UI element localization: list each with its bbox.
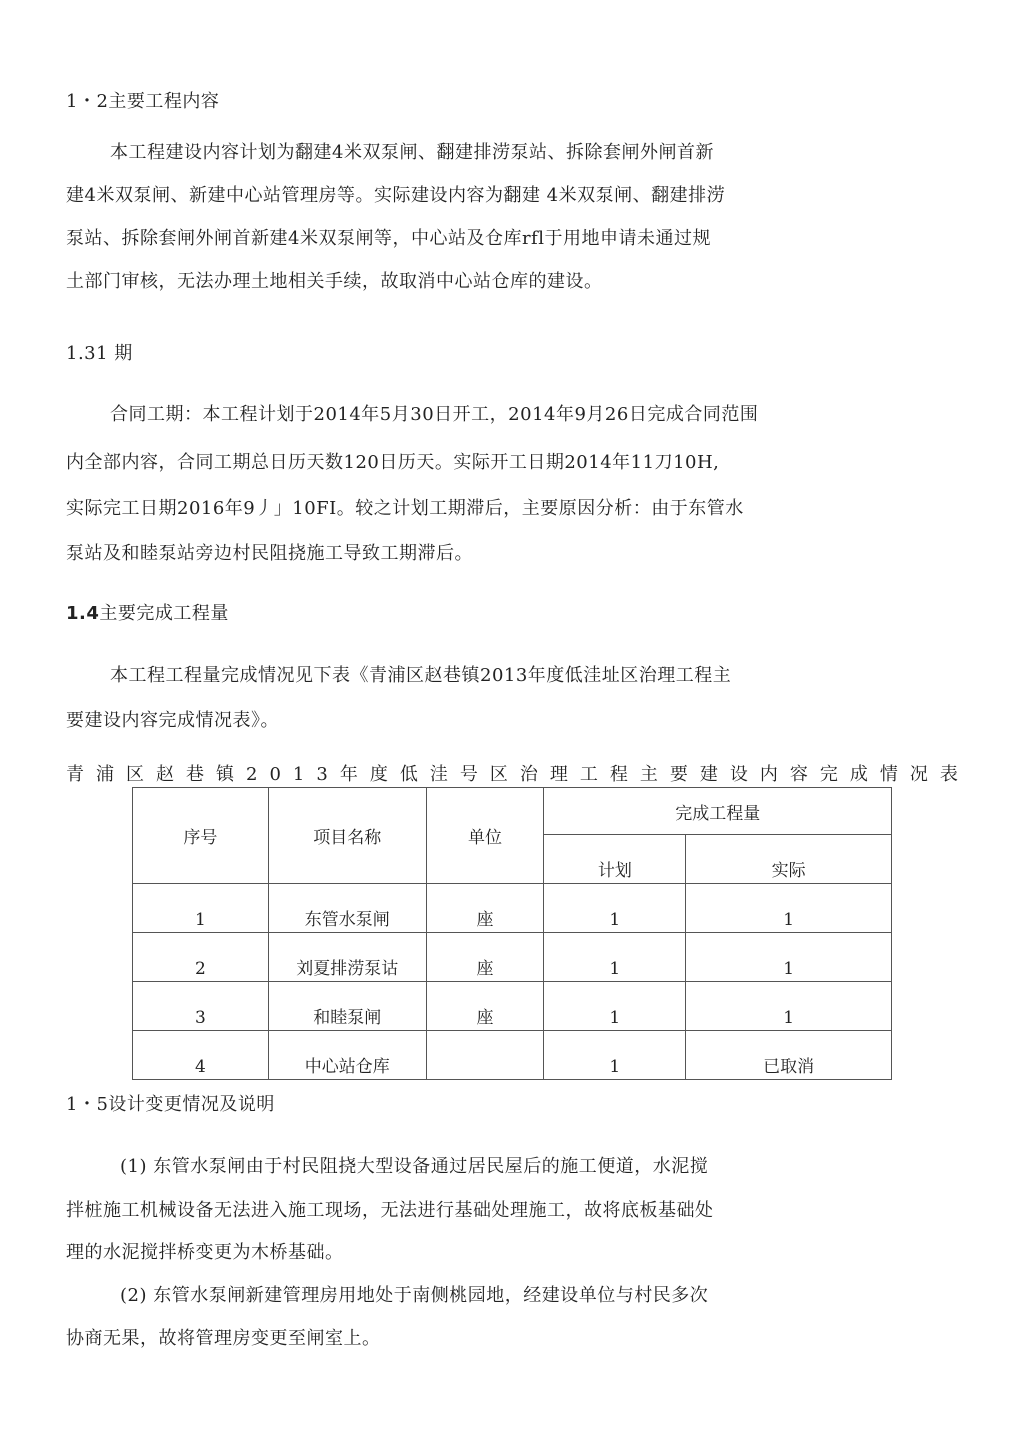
table-title-char: 度	[369, 764, 388, 785]
paragraph-line: 泵站及和睦泵站旁边村民阻挠施工导致工期滞后。	[66, 543, 473, 564]
table-title-char: 低	[399, 764, 418, 785]
paragraph-line: 建4米双泵闸、新建中心站管理房等。实际建设内容为翻建 4米双泵闸、翻建排涝	[66, 185, 726, 206]
table-title-char: 区	[489, 764, 508, 785]
cell-actual: 1	[686, 884, 892, 933]
table-title-char: 完	[819, 764, 838, 785]
paragraph-line: 本工程建设内容计划为翻建4米双泵闸、翻建排涝泵站、拆除套闸外闸首新	[110, 142, 714, 163]
table-title-char: 内	[759, 764, 778, 785]
cell-unit: 座	[426, 933, 544, 982]
cell-unit: 座	[426, 884, 544, 933]
cell-name: 刘夏排涝泵诂	[268, 933, 426, 982]
paragraph-line: 理的水泥搅拌桥变更为木桥基础。	[66, 1242, 344, 1263]
table-title-char: 表	[939, 764, 958, 785]
cell-actual: 已取消	[686, 1031, 892, 1080]
table-title-char: 号	[459, 764, 478, 785]
cell-name: 东管水泵闸	[268, 884, 426, 933]
cell-planned: 1	[544, 982, 686, 1031]
cell-seq: 1	[133, 884, 269, 933]
paragraph-line: 土部门审核，无法办理土地相关手续，故取消中心站仓库的建设。	[66, 271, 603, 292]
table-title-char: 程	[609, 764, 628, 785]
table-title-char: 镇	[216, 764, 234, 785]
table-title-char: 容	[789, 764, 808, 785]
table-title-char: 区	[126, 764, 144, 785]
cell-seq: 3	[133, 982, 269, 1031]
header-actual: 实际	[686, 835, 892, 884]
paragraph-line: 拌桩施工机械设备无法进入施工现场，无法进行基础处理施工，故将底板基础处	[66, 1200, 714, 1221]
table-title-char: 1	[292, 764, 305, 785]
paragraph-line: 本工程工程量完成情况见下表《青浦区赵巷镇2013年度低洼址区治理工程主	[110, 665, 732, 686]
cell-seq: 4	[133, 1031, 269, 1080]
paragraph-line: (1) 东管水泵闸由于村民阻挠大型设备通过居民屋后的施工便道，水泥搅	[120, 1156, 709, 1177]
paragraph-line: 实际完工日期2016年9丿」10FI。较之计划工期滞后，主要原因分析：由于东管水	[66, 498, 744, 519]
header-completed: 完成工程量	[544, 788, 892, 835]
paragraph-line: 要建设内容完成情况表》。	[66, 710, 279, 731]
paragraph-line: 泵站、拆除套闸外闸首新建4米双泵闸等，中心站及仓库rfl于用地申请未通过规	[66, 228, 711, 249]
cell-unit	[426, 1031, 544, 1080]
header-planned: 计划	[544, 835, 686, 884]
cell-name: 中心站仓库	[268, 1031, 426, 1080]
table-title-char: 3	[316, 764, 328, 785]
table-title-char: 情	[879, 764, 898, 785]
cell-planned: 1	[544, 1031, 686, 1080]
table-title-char: 巷	[186, 764, 204, 785]
table-title-char: 2	[246, 764, 258, 785]
table-title-char: 成	[849, 764, 868, 785]
cell-actual: 1	[686, 982, 892, 1031]
table-title-char: 治	[519, 764, 538, 785]
paragraph-line: 内全部内容，合同工期总日历天数120日历天。实际开工日期2014年11刀10H,	[66, 452, 720, 473]
section-1-2-heading: 1・2主要工程内容	[66, 91, 220, 112]
table-row	[133, 933, 892, 982]
header-seq: 序号	[133, 788, 269, 884]
table-title-char: 设	[729, 764, 748, 785]
table-title-char: 赵	[156, 764, 174, 785]
completion-table	[132, 787, 892, 1080]
section-1-3-heading: 1.31 期	[66, 343, 133, 364]
table-title-char: 洼	[429, 764, 448, 785]
paragraph-line: 合同工期：本工程计划于2014年5月30日开工，2014年9月26日完成合同范围	[110, 404, 759, 425]
table-title	[66, 762, 958, 788]
section-1-4-number: 1.4	[66, 603, 100, 624]
cell-actual: 1	[686, 933, 892, 982]
table-row	[133, 884, 892, 933]
table-title-char: 年	[339, 764, 358, 785]
cell-name: 和睦泵闸	[268, 982, 426, 1031]
table-title-char: 浦	[96, 764, 114, 785]
table-title-char: 0	[269, 764, 281, 785]
table-title-char: 主	[639, 764, 658, 785]
cell-unit: 座	[426, 982, 544, 1031]
table-title-char: 理	[549, 764, 568, 785]
section-1-4-heading	[66, 602, 229, 626]
cell-planned: 1	[544, 884, 686, 933]
table-title-char: 工	[579, 764, 598, 785]
table-row	[133, 982, 892, 1031]
header-unit: 单位	[426, 788, 544, 884]
cell-planned: 1	[544, 933, 686, 982]
table-title-char: 建	[699, 764, 718, 785]
section-1-5-heading: 1・5设计变更情况及说明	[66, 1094, 275, 1115]
table-row	[133, 1031, 892, 1080]
table-title-char: 青	[66, 764, 84, 785]
header-name: 项目名称	[268, 788, 426, 884]
paragraph-line: (2) 东管水泵闸新建管理房用地处于南侧桃园地，经建设单位与村民多次	[120, 1285, 709, 1306]
cell-seq: 2	[133, 933, 269, 982]
section-1-4-title: 主要完成工程量	[99, 603, 229, 624]
paragraph-line: 协商无果，故将管理房变更至闸室上。	[66, 1328, 381, 1349]
table-title-char: 况	[909, 764, 928, 785]
table-title-char: 要	[669, 764, 688, 785]
table-header-row	[133, 788, 892, 835]
